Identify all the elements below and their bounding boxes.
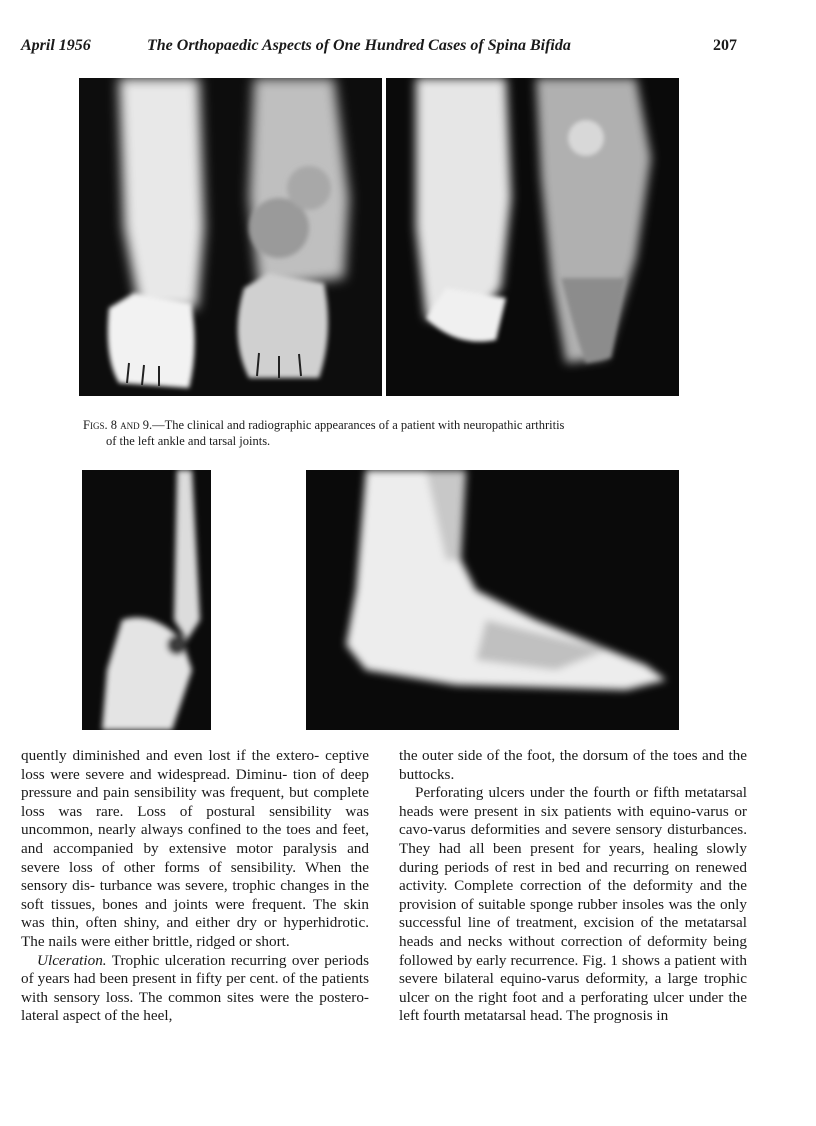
text-column-right bbox=[399, 747, 747, 1026]
figure-8-photo-feet-front bbox=[79, 78, 382, 396]
article-title: The Orthopaedic Aspects of One Hundred Cases of Spina Bifida bbox=[147, 37, 571, 54]
figure-9-radiograph-ankle bbox=[386, 78, 679, 396]
caption-label: Figs. 8 and 9. bbox=[83, 418, 153, 432]
paragraph-ulceration-text: Trophic ulceration recurring over periods of years had been present in fifty per cent. of the patients with sensory loss. The common sites were the postero-lateral aspect of the heel, bbox=[21, 951, 369, 1025]
section-heading-ulceration: Ulceration. bbox=[37, 951, 107, 969]
figure-lower-leg-photo bbox=[82, 470, 211, 730]
figure-foot-lateral-photo bbox=[306, 470, 679, 730]
paragraph-ulceration bbox=[21, 952, 369, 1026]
running-header bbox=[21, 37, 737, 61]
paragraph-perforating-ulcers: Perforating ulcers under the fourth or fifth metatarsal heads were present in six patients with equino-varus or cavo-varus deformities and severe sensory disturbances. They had all been present for years, healing slowly during periods of rest in bed and recurring on renewed activity. Complete correction of the deformity and the provision of suitable sponge rubber insoles was the only successful line of treatment, excision of the metatarsal heads and necks without correction of deformity being followed by early recurrence. Fig. 1 shows a patient with severe bilateral equino-varus deformity, a large trophic ulcer on the right foot and a perforating ulcer under the left fourth metatarsal head. The prognosis in bbox=[399, 784, 747, 1025]
paragraph-sensibility: quently diminished and even lost if the extero- ceptive loss were severe and widespread. Diminu- tion of deep pressure and pain sensibility was frequent, but complete loss was rare. Loss of postural sensibility was uncommon, nearly always confined to the toes and feet, and accompanied by extensive motor paralysis and severe loss of other forms of sensibility. When the sensory dis- turbance was severe, trophic changes in the soft tissues, bones and joints were frequent. The skin was thin, often shiny, and either dry or hyperhidrotic. The nails were either brittle, ridged or short. bbox=[21, 747, 369, 950]
caption-text: —The clinical and radiographic appearances of a patient with neuropathic arthritis bbox=[152, 418, 565, 432]
text-column-left bbox=[21, 747, 369, 1026]
figure-caption bbox=[83, 417, 683, 449]
page-number: 207 bbox=[713, 37, 737, 54]
issue-date: April 1956 bbox=[21, 37, 91, 54]
paragraph-sites: the outer side of the foot, the dorsum of the toes and the buttocks. bbox=[399, 747, 747, 783]
caption-text-continued: of the left ankle and tarsal joints. bbox=[106, 434, 271, 448]
